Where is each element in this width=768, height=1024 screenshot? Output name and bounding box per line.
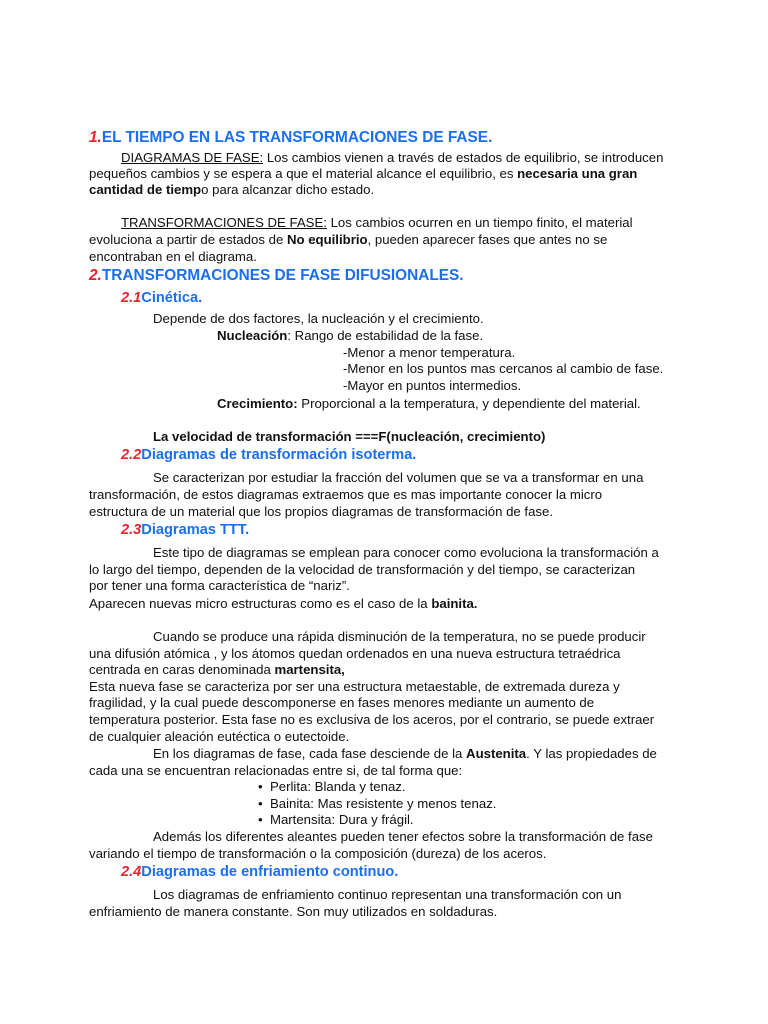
paragraph-line: transformación, de estos diagramas extraemos que es mas importante conocer la micro xyxy=(89,487,603,502)
bold-text: martensita, xyxy=(274,662,345,677)
text-run: Martensita: Dura y frágil. xyxy=(269,812,414,827)
subsection-2-1-heading xyxy=(121,289,202,308)
paragraph-line: variando el tiempo de transformación o la composición (dureza) de los aceros. xyxy=(89,846,547,861)
crecimiento-line xyxy=(217,395,641,412)
paragraph-line xyxy=(153,745,657,762)
paragraph-line xyxy=(89,165,637,182)
text-run: centrada en caras denominada xyxy=(89,662,275,677)
section-number: 2.1 xyxy=(121,290,142,306)
paragraph-line: enfriamiento de manera constante. Son muy utilizados en soldaduras. xyxy=(89,904,498,919)
term-label: DIAGRAMAS DE FASE: xyxy=(121,150,264,165)
text-run: , pueden aparecer fases que antes no se xyxy=(367,232,608,247)
paragraph-line xyxy=(89,661,345,678)
bullet-icon: • xyxy=(258,812,263,827)
paragraph-line: Se caracterizan por estudiar la fracción del volumen que se va a transformar en una xyxy=(153,470,644,485)
paragraph-line: de cualquier aleación eutéctica o eutectoide. xyxy=(89,729,350,744)
paragraph-line: temperatura posterior. Esta fase no es exclusiva de los aceros, por el contrario, se puede extraer xyxy=(89,712,655,727)
section-number: 2.2 xyxy=(121,447,142,463)
paragraph-line: por tener una forma característica de “nariz”. xyxy=(89,578,350,593)
text-run: o para alcanzar dicho estado. xyxy=(201,182,375,197)
section-title: EL TIEMPO EN LAS TRANSFORMACIONES DE FASE. xyxy=(101,129,493,146)
text-run: Los cambios ocurren en un tiempo finito, el material xyxy=(326,215,633,230)
section-title: Diagramas de enfriamiento continuo. xyxy=(141,864,399,880)
list-item: -Menor a menor temperatura. xyxy=(343,345,516,360)
paragraph-line: cada una se encuentran relacionadas entre si, de tal forma que: xyxy=(89,763,463,778)
section-1-heading xyxy=(89,128,492,147)
paragraph-line xyxy=(121,149,663,166)
text-run: : Rango de estabilidad de la fase. xyxy=(287,328,484,343)
list-item: -Menor en los puntos mas cercanos al cambio de fase. xyxy=(343,361,664,376)
section-number: 2.3 xyxy=(121,522,142,538)
text-run: Bainita: Mas resistente y menos tenaz. xyxy=(269,796,497,811)
subsection-2-3-heading xyxy=(121,521,249,540)
paragraph-line: Esta nueva fase se caracteriza por ser una estructura metaestable, de extremada dureza y xyxy=(89,679,620,694)
paragraph-line: estructura de un material que los propios diagramas de transformación de fase. xyxy=(89,504,554,519)
bullet-icon: • xyxy=(258,796,263,811)
bold-text: No equilibrio xyxy=(286,232,368,247)
paragraph-line: una difusión atómica , y los átomos quedan ordenados en una nueva estructura tetraédrica xyxy=(89,646,621,661)
paragraph-line: Los diagramas de enfriamiento continuo representan una transformación con un xyxy=(153,887,622,902)
term-label: TRANSFORMACIONES DE FASE: xyxy=(121,215,327,230)
list-item: -Mayor en puntos intermedios. xyxy=(343,378,522,393)
paragraph-line: Depende de dos factores, la nucleación y el crecimiento. xyxy=(153,311,484,326)
section-number: 2. xyxy=(89,267,102,284)
paragraph-line xyxy=(89,181,374,198)
paragraph-line: fragilidad, y la cual puede descomponerse en fases menores mediante un aumento de xyxy=(89,695,595,710)
bold-text: bainita. xyxy=(431,596,478,611)
section-number: 1. xyxy=(89,129,102,146)
velocidad-formula: La velocidad de transformación ===F(nucleación, crecimiento) xyxy=(153,429,546,444)
paragraph-line: encontraban en el diagrama. xyxy=(89,249,257,264)
text-run: En los diagramas de fase, cada fase desciende de la xyxy=(153,746,467,761)
paragraph-line: lo largo del tiempo, dependen de la velocidad de transformación y del tiempo, se caracterizan xyxy=(89,562,636,577)
subsection-2-2-heading xyxy=(121,446,416,465)
text-run: pequeños cambios y se espera a que el material alcance el equilibrio, es xyxy=(89,166,518,181)
paragraph-line: Este tipo de diagramas se emplean para conocer como evoluciona la transformación a xyxy=(153,545,659,560)
text-run: Proporcional a la temperatura, y dependiente del material. xyxy=(297,396,641,411)
text-run: evoluciona a partir de estados de xyxy=(89,232,287,247)
text-run: Perlita: Blanda y tenaz. xyxy=(269,779,406,794)
bold-text: necesaria una gran xyxy=(517,166,638,181)
section-2-heading xyxy=(89,266,464,285)
section-title: TRANSFORMACIONES DE FASE DIFUSIONALES. xyxy=(101,267,464,284)
nucleacion-line xyxy=(217,327,483,344)
section-number: 2.4 xyxy=(121,864,142,880)
paragraph-line: Cuando se produce una rápida disminución de la temperatura, no se puede producir xyxy=(153,629,646,644)
bold-text: Austenita xyxy=(466,746,527,761)
paragraph-line xyxy=(121,214,633,231)
bullet-item xyxy=(258,811,414,828)
text-run: Aparecen nuevas micro estructuras como es el caso de la xyxy=(89,596,432,611)
bold-text: Crecimiento: xyxy=(217,396,298,411)
bullet-icon: • xyxy=(258,779,263,794)
text-run: Los cambios vienen a través de estados de equilibrio, se introducen xyxy=(263,150,664,165)
bullet-item xyxy=(258,778,406,795)
paragraph-line xyxy=(89,595,477,612)
bullet-item xyxy=(258,795,496,812)
subsection-2-4-heading xyxy=(121,863,398,882)
bold-text: Nucleación xyxy=(217,328,288,343)
section-title: Diagramas de transformación isoterma. xyxy=(141,447,417,463)
paragraph-line: Además los diferentes aleantes pueden tener efectos sobre la transformación de fase xyxy=(153,829,653,844)
section-title: Cinética. xyxy=(141,290,203,306)
section-title: Diagramas TTT. xyxy=(141,522,250,538)
text-run: . Y las propiedades de xyxy=(526,746,657,761)
paragraph-line xyxy=(89,231,607,248)
bold-text: cantidad de tiemp xyxy=(89,182,202,197)
